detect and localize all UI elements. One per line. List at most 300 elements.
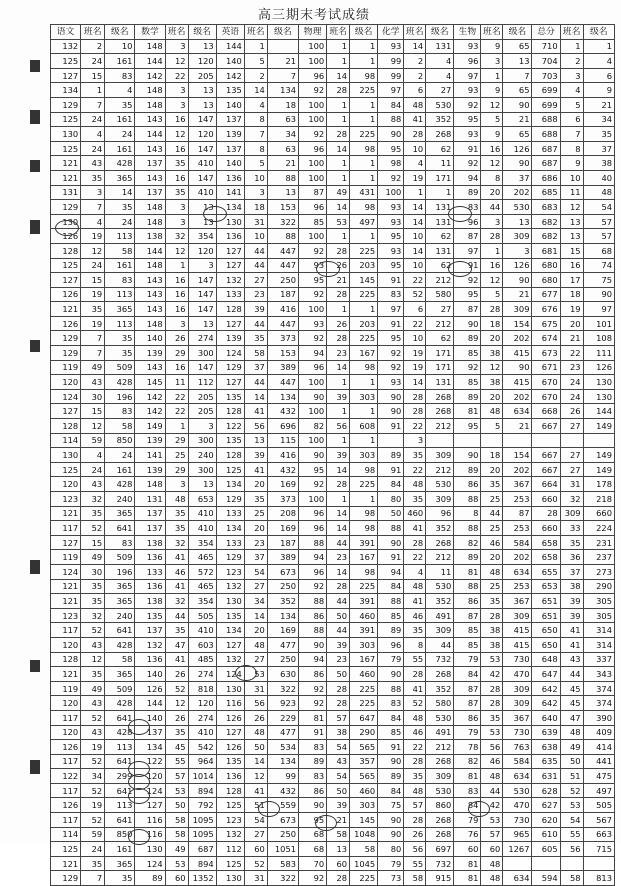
column-header: 物理 <box>299 25 327 40</box>
column-header: 级名 <box>105 25 135 40</box>
table-cell: 505 <box>583 798 614 813</box>
table-cell: 81 <box>454 856 481 871</box>
table-cell: 818 <box>188 681 216 696</box>
table-cell: 84 <box>378 579 404 594</box>
table-row <box>51 360 615 375</box>
table-cell: 685 <box>532 185 560 200</box>
table-cell: 16 <box>165 141 188 156</box>
table-cell: 134 <box>267 83 298 98</box>
table-cell: 90 <box>454 448 481 463</box>
table-cell: 79 <box>454 813 481 828</box>
table-cell: 46 <box>404 725 426 740</box>
table-cell: 12 <box>244 769 267 784</box>
table-cell: 130 <box>216 871 244 886</box>
table-cell: 50 <box>378 506 404 521</box>
table-cell: 123 <box>51 608 81 623</box>
table-cell: 52 <box>244 856 267 871</box>
table-cell: 123 <box>216 564 244 579</box>
table-cell: 964 <box>188 754 216 769</box>
table-cell: 124 <box>135 856 165 871</box>
table-cell: 121 <box>51 170 81 185</box>
table-cell <box>503 856 532 871</box>
table-cell: 268 <box>426 389 454 404</box>
table-cell: 90 <box>503 273 532 288</box>
table-cell: 100 <box>299 54 327 69</box>
table-cell: 76 <box>454 827 481 842</box>
table-cell: 134 <box>267 389 298 404</box>
table-cell: 53 <box>560 798 583 813</box>
table-cell: 1 <box>350 302 378 317</box>
table-cell: 352 <box>426 521 454 536</box>
table-cell: 12 <box>81 243 105 258</box>
table-cell: 628 <box>532 783 560 798</box>
table-cell: 20 <box>560 316 583 331</box>
table-cell: 57 <box>583 229 614 244</box>
table-cell: 113 <box>105 287 135 302</box>
table-cell: 374 <box>583 681 614 696</box>
table-cell: 81 <box>299 710 327 725</box>
table-cell: 35 <box>244 331 267 346</box>
table-cell: 133 <box>135 564 165 579</box>
table-cell: 41 <box>165 652 188 667</box>
table-cell: 13 <box>188 200 216 215</box>
table-cell: 144 <box>216 39 244 54</box>
table-cell: 52 <box>404 696 426 711</box>
table-cell: 11 <box>165 375 188 390</box>
table-cell: 136 <box>135 652 165 667</box>
table-cell: 83 <box>378 696 404 711</box>
table-cell: 22 <box>165 389 188 404</box>
table-cell: 465 <box>188 550 216 565</box>
table-cell: 15 <box>81 273 105 288</box>
table-cell: 113 <box>105 229 135 244</box>
table-cell: 57 <box>404 798 426 813</box>
table-cell: 92 <box>378 170 404 185</box>
table-cell: 8 <box>560 141 583 156</box>
table-cell: 95 <box>299 462 327 477</box>
table-cell: 25 <box>165 448 188 463</box>
table-cell: 14 <box>327 68 350 83</box>
table-cell: 6 <box>560 112 583 127</box>
table-cell: 212 <box>426 550 454 565</box>
table-cell: 91 <box>378 316 404 331</box>
table-cell: 303 <box>350 798 378 813</box>
table-cell: 138 <box>135 594 165 609</box>
table-cell: 205 <box>188 68 216 83</box>
table-cell: 90 <box>378 535 404 550</box>
table-cell: 389 <box>267 360 298 375</box>
table-cell: 470 <box>503 798 532 813</box>
table-cell: 134 <box>51 83 81 98</box>
table-cell: 147 <box>188 360 216 375</box>
table-cell: 670 <box>532 375 560 390</box>
table-cell: 49 <box>81 681 105 696</box>
table-cell: 27 <box>426 302 454 317</box>
table-cell: 4 <box>244 97 267 112</box>
table-row <box>51 521 615 536</box>
table-cell: 1 <box>481 68 503 83</box>
table-cell: 142 <box>135 68 165 83</box>
table-cell: 48 <box>481 564 503 579</box>
table-cell: 58 <box>327 827 350 842</box>
table-cell: 610 <box>532 827 560 842</box>
table-cell: 89 <box>378 623 404 638</box>
table-cell: 35 <box>165 725 188 740</box>
table-row <box>51 83 615 98</box>
table-cell: 48 <box>481 404 503 419</box>
table-cell: 27 <box>560 448 583 463</box>
table-cell: 680 <box>532 273 560 288</box>
table-cell: 41 <box>404 594 426 609</box>
table-cell: 56 <box>404 842 426 857</box>
table-cell: 68 <box>583 243 614 258</box>
table-cell: 915 <box>426 871 454 886</box>
table-cell: 92 <box>299 243 327 258</box>
table-cell: 121 <box>51 156 81 171</box>
table-cell: 27 <box>426 83 454 98</box>
table-cell: 78 <box>454 740 481 755</box>
table-cell: 22 <box>404 740 426 755</box>
table-cell: 1 <box>350 54 378 69</box>
table-cell: 95 <box>378 258 404 273</box>
table-cell: 80 <box>378 492 404 507</box>
table-cell: 16 <box>481 141 503 156</box>
table-cell: 90 <box>503 360 532 375</box>
table-cell: 132 <box>51 39 81 54</box>
table-cell: 90 <box>378 389 404 404</box>
table-cell: 3 <box>244 185 267 200</box>
table-cell: 653 <box>532 579 560 594</box>
table-cell: 95 <box>378 229 404 244</box>
table-cell: 1 <box>481 243 503 258</box>
table-cell: 39 <box>244 448 267 463</box>
table-cell: 22 <box>404 462 426 477</box>
table-cell: 84 <box>454 798 481 813</box>
table-cell: 28 <box>327 287 350 302</box>
table-cell: 85 <box>454 346 481 361</box>
table-cell: 416 <box>267 302 298 317</box>
table-cell: 13 <box>188 214 216 229</box>
table-cell: 1 <box>350 404 378 419</box>
table-cell: 37 <box>244 550 267 565</box>
table-cell: 19 <box>81 229 105 244</box>
table-cell: 137 <box>135 185 165 200</box>
table-cell: 147 <box>188 273 216 288</box>
table-cell: 4 <box>81 214 105 229</box>
table-cell: 44 <box>165 608 188 623</box>
table-cell: 28 <box>327 477 350 492</box>
table-cell: 1 <box>404 185 426 200</box>
table-cell: 44 <box>481 200 503 215</box>
table-cell: 580 <box>426 287 454 302</box>
table-cell: 134 <box>216 623 244 638</box>
table-cell: 218 <box>583 492 614 507</box>
table-cell: 697 <box>426 842 454 857</box>
table-cell: 28 <box>481 229 503 244</box>
table-cell: 90 <box>378 667 404 682</box>
table-cell: 850 <box>105 827 135 842</box>
table-cell: 253 <box>503 579 532 594</box>
table-cell: 12 <box>481 156 503 171</box>
table-row <box>51 39 615 54</box>
table-cell: 83 <box>105 535 135 550</box>
redaction-block <box>30 160 40 172</box>
table-cell: 225 <box>350 579 378 594</box>
table-cell: 39 <box>560 608 583 623</box>
table-cell: 14 <box>244 608 267 623</box>
table-cell: 88 <box>378 594 404 609</box>
table-cell: 97 <box>454 243 481 258</box>
table-cell: 38 <box>481 637 503 652</box>
table-cell: 89 <box>454 331 481 346</box>
table-cell: 1 <box>81 83 105 98</box>
table-cell: 139 <box>216 331 244 346</box>
table-cell: 92 <box>299 696 327 711</box>
table-cell: 52 <box>165 681 188 696</box>
table-cell: 50 <box>327 783 350 798</box>
table-cell: 58 <box>244 346 267 361</box>
table-cell: 4 <box>404 156 426 171</box>
table-cell: 39 <box>327 448 350 463</box>
table-cell: 93 <box>454 127 481 142</box>
table-cell: 530 <box>426 97 454 112</box>
table-cell: 584 <box>503 535 532 550</box>
table-cell: 1014 <box>188 769 216 784</box>
table-cell: 137 <box>216 112 244 127</box>
table-cell: 203 <box>350 258 378 273</box>
table-cell: 58 <box>105 419 135 434</box>
table-cell: 19 <box>404 346 426 361</box>
table-cell: 136 <box>216 170 244 185</box>
table-cell: 1 <box>244 39 267 54</box>
table-cell: 50 <box>244 740 267 755</box>
table-cell: 12 <box>81 652 105 667</box>
table-cell: 90 <box>378 813 404 828</box>
table-cell: 134 <box>135 740 165 755</box>
table-cell: 35 <box>105 200 135 215</box>
table-cell: 205 <box>188 389 216 404</box>
table-cell: 131 <box>135 492 165 507</box>
table-cell: 431 <box>350 185 378 200</box>
table-row <box>51 564 615 579</box>
table-cell: 124 <box>51 389 81 404</box>
table-cell: 112 <box>216 842 244 857</box>
table-cell <box>560 856 583 871</box>
column-header: 班名 <box>560 25 583 40</box>
table-cell: 14 <box>404 243 426 258</box>
table-cell: 5 <box>481 287 503 302</box>
table-cell: 27 <box>560 462 583 477</box>
table-cell: 148 <box>135 258 165 273</box>
table-cell: 682 <box>532 229 560 244</box>
table-cell: 674 <box>532 331 560 346</box>
table-cell: 90 <box>299 448 327 463</box>
table-cell: 20 <box>244 477 267 492</box>
table-cell: 390 <box>583 710 614 725</box>
table-cell: 140 <box>135 331 165 346</box>
table-cell: 250 <box>267 579 298 594</box>
table-cell: 48 <box>404 477 426 492</box>
table-cell: 84 <box>378 97 404 112</box>
table-cell: 3 <box>188 258 216 273</box>
table-cell: 55 <box>560 827 583 842</box>
table-cell: 53 <box>244 667 267 682</box>
table-cell: 730 <box>503 813 532 828</box>
table-cell: 465 <box>188 579 216 594</box>
table-cell: 299 <box>105 769 135 784</box>
table-cell: 85 <box>454 637 481 652</box>
table-cell: 83 <box>378 287 404 302</box>
table-cell: 303 <box>350 637 378 652</box>
table-cell: 91 <box>378 740 404 755</box>
table-cell: 161 <box>105 462 135 477</box>
table-cell: 303 <box>350 448 378 463</box>
table-cell: 715 <box>583 842 614 857</box>
table-cell: 60 <box>327 856 350 871</box>
table-cell: 432 <box>267 462 298 477</box>
table-cell: 48 <box>404 579 426 594</box>
table-cell: 99 <box>378 68 404 83</box>
table-cell: 62 <box>426 141 454 156</box>
table-cell: 634 <box>503 769 532 784</box>
table-cell: 92 <box>454 360 481 375</box>
table-cell: 92 <box>378 346 404 361</box>
table-row <box>51 97 615 112</box>
table-cell: 196 <box>105 389 135 404</box>
table-cell: 27 <box>244 579 267 594</box>
table-cell: 28 <box>532 506 560 521</box>
table-cell: 10 <box>244 229 267 244</box>
table-cell: 367 <box>503 594 532 609</box>
table-cell: 88 <box>267 170 298 185</box>
table-row <box>51 740 615 755</box>
table-cell: 10 <box>404 229 426 244</box>
table-cell: 135 <box>216 433 244 448</box>
table-row <box>51 667 615 682</box>
table-cell: 11 <box>426 156 454 171</box>
table-cell: 24 <box>105 448 135 463</box>
redaction-block <box>30 60 40 72</box>
table-cell: 13 <box>560 229 583 244</box>
table-cell: 410 <box>188 156 216 171</box>
table-cell: 131 <box>426 39 454 54</box>
table-cell: 92 <box>378 360 404 375</box>
table-cell: 15 <box>560 243 583 258</box>
table-cell: 29 <box>165 346 188 361</box>
table-cell: 34 <box>244 594 267 609</box>
table-cell: 24 <box>81 462 105 477</box>
table-cell: 240 <box>105 608 135 623</box>
table-cell: 28 <box>327 579 350 594</box>
table-cell: 44 <box>327 623 350 638</box>
table-cell: 121 <box>51 579 81 594</box>
circled-mark <box>55 220 79 236</box>
table-cell: 81 <box>454 404 481 419</box>
table-row <box>51 623 615 638</box>
table-cell: 534 <box>267 740 298 755</box>
table-cell: 97 <box>583 302 614 317</box>
table-cell: 117 <box>51 710 81 725</box>
table-cell: 653 <box>188 492 216 507</box>
table-cell: 28 <box>481 608 503 623</box>
table-cell: 7 <box>81 331 105 346</box>
table-cell: 140 <box>135 667 165 682</box>
table-cell: 35 <box>481 477 503 492</box>
circled-mark <box>128 829 150 845</box>
table-cell: 35 <box>165 185 188 200</box>
table-cell: 703 <box>532 68 560 83</box>
table-cell: 687 <box>532 156 560 171</box>
table-cell: 112 <box>188 375 216 390</box>
table-row <box>51 448 615 463</box>
table-cell: 414 <box>583 740 614 755</box>
table-cell: 178 <box>583 477 614 492</box>
table-cell: 1 <box>350 492 378 507</box>
table-cell: 28 <box>481 302 503 317</box>
table-cell: 93 <box>299 316 327 331</box>
table-cell: 48 <box>404 710 426 725</box>
table-cell: 35 <box>244 492 267 507</box>
table-cell: 23 <box>244 287 267 302</box>
table-cell: 87 <box>454 302 481 317</box>
circled-mark <box>128 719 150 735</box>
table-cell: 9 <box>583 83 614 98</box>
column-header: 级名 <box>426 25 454 40</box>
column-header: 英语 <box>216 25 244 40</box>
table-cell: 212 <box>426 462 454 477</box>
table-cell: 167 <box>350 550 378 565</box>
table-cell: 148 <box>135 39 165 54</box>
table-cell: 115 <box>267 433 298 448</box>
table-cell: 268 <box>426 404 454 419</box>
table-cell: 36 <box>560 550 583 565</box>
table-cell: 147 <box>188 112 216 127</box>
table-cell: 58 <box>105 243 135 258</box>
table-cell: 137 <box>135 623 165 638</box>
table-cell: 53 <box>481 725 503 740</box>
table-cell: 86 <box>454 594 481 609</box>
table-cell: 132 <box>216 652 244 667</box>
table-cell: 314 <box>583 623 614 638</box>
table-cell: 196 <box>105 564 135 579</box>
table-cell: 124 <box>216 346 244 361</box>
table-cell: 415 <box>503 637 532 652</box>
table-cell: 48 <box>560 725 583 740</box>
table-cell: 29 <box>165 462 188 477</box>
table-cell: 460 <box>404 506 426 521</box>
table-cell: 640 <box>532 710 560 725</box>
table-cell: 44 <box>481 783 503 798</box>
table-cell: 149 <box>135 419 165 434</box>
table-cell: 682 <box>532 214 560 229</box>
redaction-block <box>30 110 40 124</box>
table-cell: 143 <box>135 360 165 375</box>
table-cell: 641 <box>105 783 135 798</box>
table-cell: 676 <box>532 302 560 317</box>
table-cell: 19 <box>560 302 583 317</box>
table-row <box>51 608 615 623</box>
table-cell: 658 <box>532 550 560 565</box>
table-cell: 127 <box>51 273 81 288</box>
table-cell: 35 <box>404 769 426 784</box>
table-cell: 32 <box>560 492 583 507</box>
table-cell: 127 <box>51 535 81 550</box>
table-cell: 84 <box>378 477 404 492</box>
table-cell: 137 <box>135 506 165 521</box>
table-cell: 120 <box>188 127 216 142</box>
table-cell: 8 <box>404 637 426 652</box>
table-cell: 300 <box>188 462 216 477</box>
